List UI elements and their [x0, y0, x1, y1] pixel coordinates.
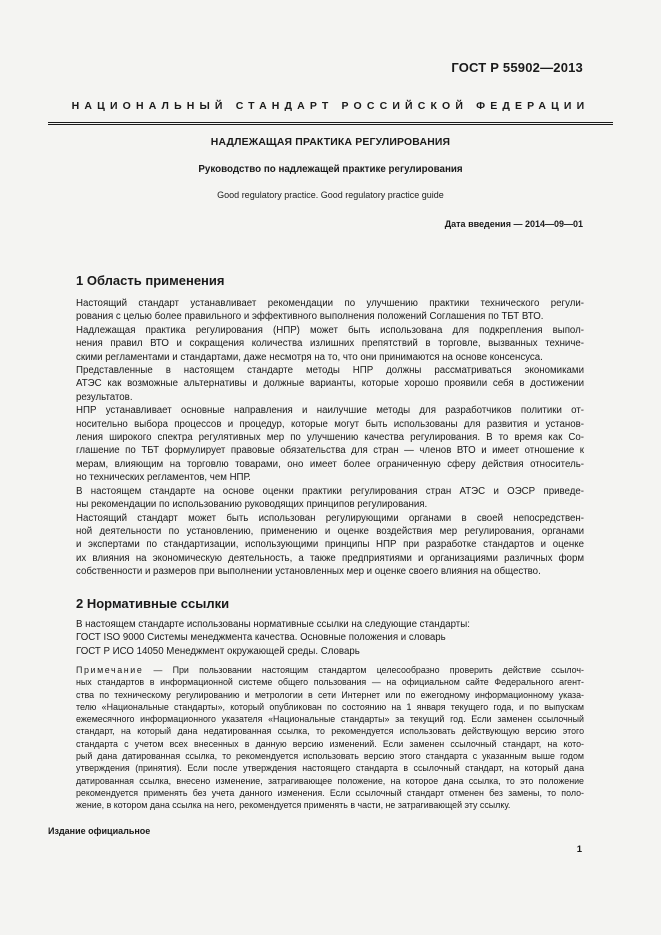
note-line: стандарт, на который дана недатированная ссылка, то рекомендуется использовать действующую версию этого [76, 726, 584, 737]
section-2-line: В настоящем стандарте использованы нормативные ссылки на следующие стандарты: [76, 619, 470, 630]
paragraph-line: мерам, влияющим на торговлю товарами, оно имеет более ограниченную сферу действия относитель- [76, 458, 584, 470]
document-subtitle: Руководство по надлежащей практике регулирования [198, 164, 463, 175]
paragraph-line: Настоящий стандарт может быть использован регулирующими органами в своей непосредствен- [76, 512, 584, 524]
page-number: 1 [576, 844, 582, 855]
paragraph-line: нения правил ВТО и сокращения количества излишних препятствий в торговле, вызванных техниче- [76, 338, 584, 350]
note-text: — При пользовании настоящим стандартом целесообразно проверить действие ссылоч- [143, 665, 584, 675]
paragraph-line: НПР устанавливает основные направления и наилучшие методы для разработчиков политики от- [76, 405, 584, 417]
paragraph-line: ления широкого спектра регулятивных мер по улучшению качества регулирования. В то время как Со- [76, 432, 584, 444]
paragraph-line: Представленные в настоящем стандарте методы НПР должны рассматриваться экономиками [76, 365, 584, 377]
paragraph-line: ны рекомендации по использованию руководящих принципов регулирования. [76, 499, 428, 511]
header-rule-bottom [48, 124, 613, 125]
reference-gost-iso-9000: ГОСТ ISO 9000 Системы менеджмента качества. Основные положения и словарь [76, 632, 446, 644]
note-line: стандарта с учетом всех внесенных в данную версию изменений. Если заменен ссылочный стандарт, на кото- [76, 738, 584, 749]
paragraph-line: но технических регламентов, чем НПР. [76, 472, 251, 484]
paragraph-line: скими регламентами и стандартами, даже несмотря на то, что они принимаются на основе консенсуса. [76, 351, 543, 363]
section-1 [76, 273, 584, 288]
note-line: ежемесячного информационного указателя «Национальные стандарты» за текущий год. Если заменен ссылочный [76, 714, 584, 725]
section-1-heading: 1 Область применения [76, 273, 225, 288]
note-line: датированная ссылка, внесено изменение, затрагивающее положение, на которое дана ссылка, то это положение [76, 775, 584, 786]
introduction-date: Дата введения — 2014—09—01 [444, 219, 583, 229]
note-line: ных стандартов в информационной системе общего пользования — на официальном сайте Федерального агент- [76, 677, 584, 688]
section-2 [76, 596, 584, 611]
note-label: Примечание [76, 665, 144, 675]
paragraph-line: АТЭС как возможные альтернативы и должные варианты, которые хорошо проявили себя в достижении [76, 378, 584, 390]
national-standard-heading: НАЦИОНАЛЬНЫЙ СТАНДАРТ РОССИЙСКОЙ ФЕДЕРАЦИИ [71, 100, 590, 112]
edition-label: Издание официальное [48, 826, 151, 836]
paragraph-line: В настоящем стандарте на основе оценки практики регулирования стран АТЭС и ОЭСР приведе- [76, 485, 584, 497]
header-rule-top [48, 122, 613, 123]
reference-gost-r-iso-14050: ГОСТ Р ИСО 14050 Менеджмент окружающей среды. Словарь [76, 645, 360, 657]
note-line: жение, в котором дана ссылка на него, рекомендуется применять в части, не затрагивающей эту ссылку. [76, 800, 511, 811]
gost-code: ГОСТ Р 55902—2013 [451, 60, 583, 75]
section-1-body [76, 297, 584, 579]
document-title: НАДЛЕЖАЩАЯ ПРАКТИКА РЕГУЛИРОВАНИЯ [210, 137, 451, 148]
paragraph-line: Надлежащая практика регулирования (НПР) может быть использована для подкрепления выпол- [76, 324, 584, 336]
note-block [76, 664, 584, 812]
note-line: телю «Национальные стандарты», который опубликован по состоянию на 1 января текущего года, и по выпускам [76, 701, 584, 712]
paragraph-line: и экспертами по стандартизации, использующими принципы НПР при разработке стандартов и оценке [76, 539, 584, 551]
paragraph-line: собственности и размеров при выполнении установленных мер и оценке своего влияния на общество. [76, 566, 541, 578]
paragraph-line: глашение по ТБТ формулирует правовые обязательства для стран — членов ВТО и имеет отношение к [76, 445, 584, 457]
section-2-body [76, 618, 584, 658]
note-line: рый дана датированная ссылка, то рекомендуется использовать версию этого стандарта с указанным выше годом [76, 751, 584, 762]
paragraph-line: рования с целью более правильного и эффективного выполнения положений Соглашения по ТБТ ВТО. [76, 311, 544, 323]
paragraph-line: ной деятельности по установлению, применению и оценке воздействия мер регулирования, органами [76, 525, 584, 537]
note-line: рекомендуется применять без учета данного изменения. Если ссылочный стандарт отменен без замены, то поло- [76, 787, 584, 798]
document-title-english: Good regulatory practice. Good regulatory practice guide [217, 190, 444, 200]
section-2-heading: 2 Нормативные ссылки [76, 596, 230, 611]
paragraph-line: результатов. [76, 391, 133, 403]
note-line: утверждения (принятия). Если после утверждения настоящего стандарта в ссылочный стандарт, на который дана [76, 763, 584, 774]
paragraph-line: Настоящий стандарт устанавливает рекомендации по улучшению практики технического регули- [76, 298, 584, 309]
note-line [76, 664, 584, 676]
paragraph-line: носительно выбора процессов и процедур, которые могут быть использованы для развития и установ- [76, 418, 584, 430]
note-line: ства по техническому регулированию и метрологии в сети Интернет или по ежегодному информационному указа- [76, 689, 584, 700]
paragraph-line: их влияния на экономическую деятельность, а также предприятиями и организациями различных форм [76, 552, 584, 564]
